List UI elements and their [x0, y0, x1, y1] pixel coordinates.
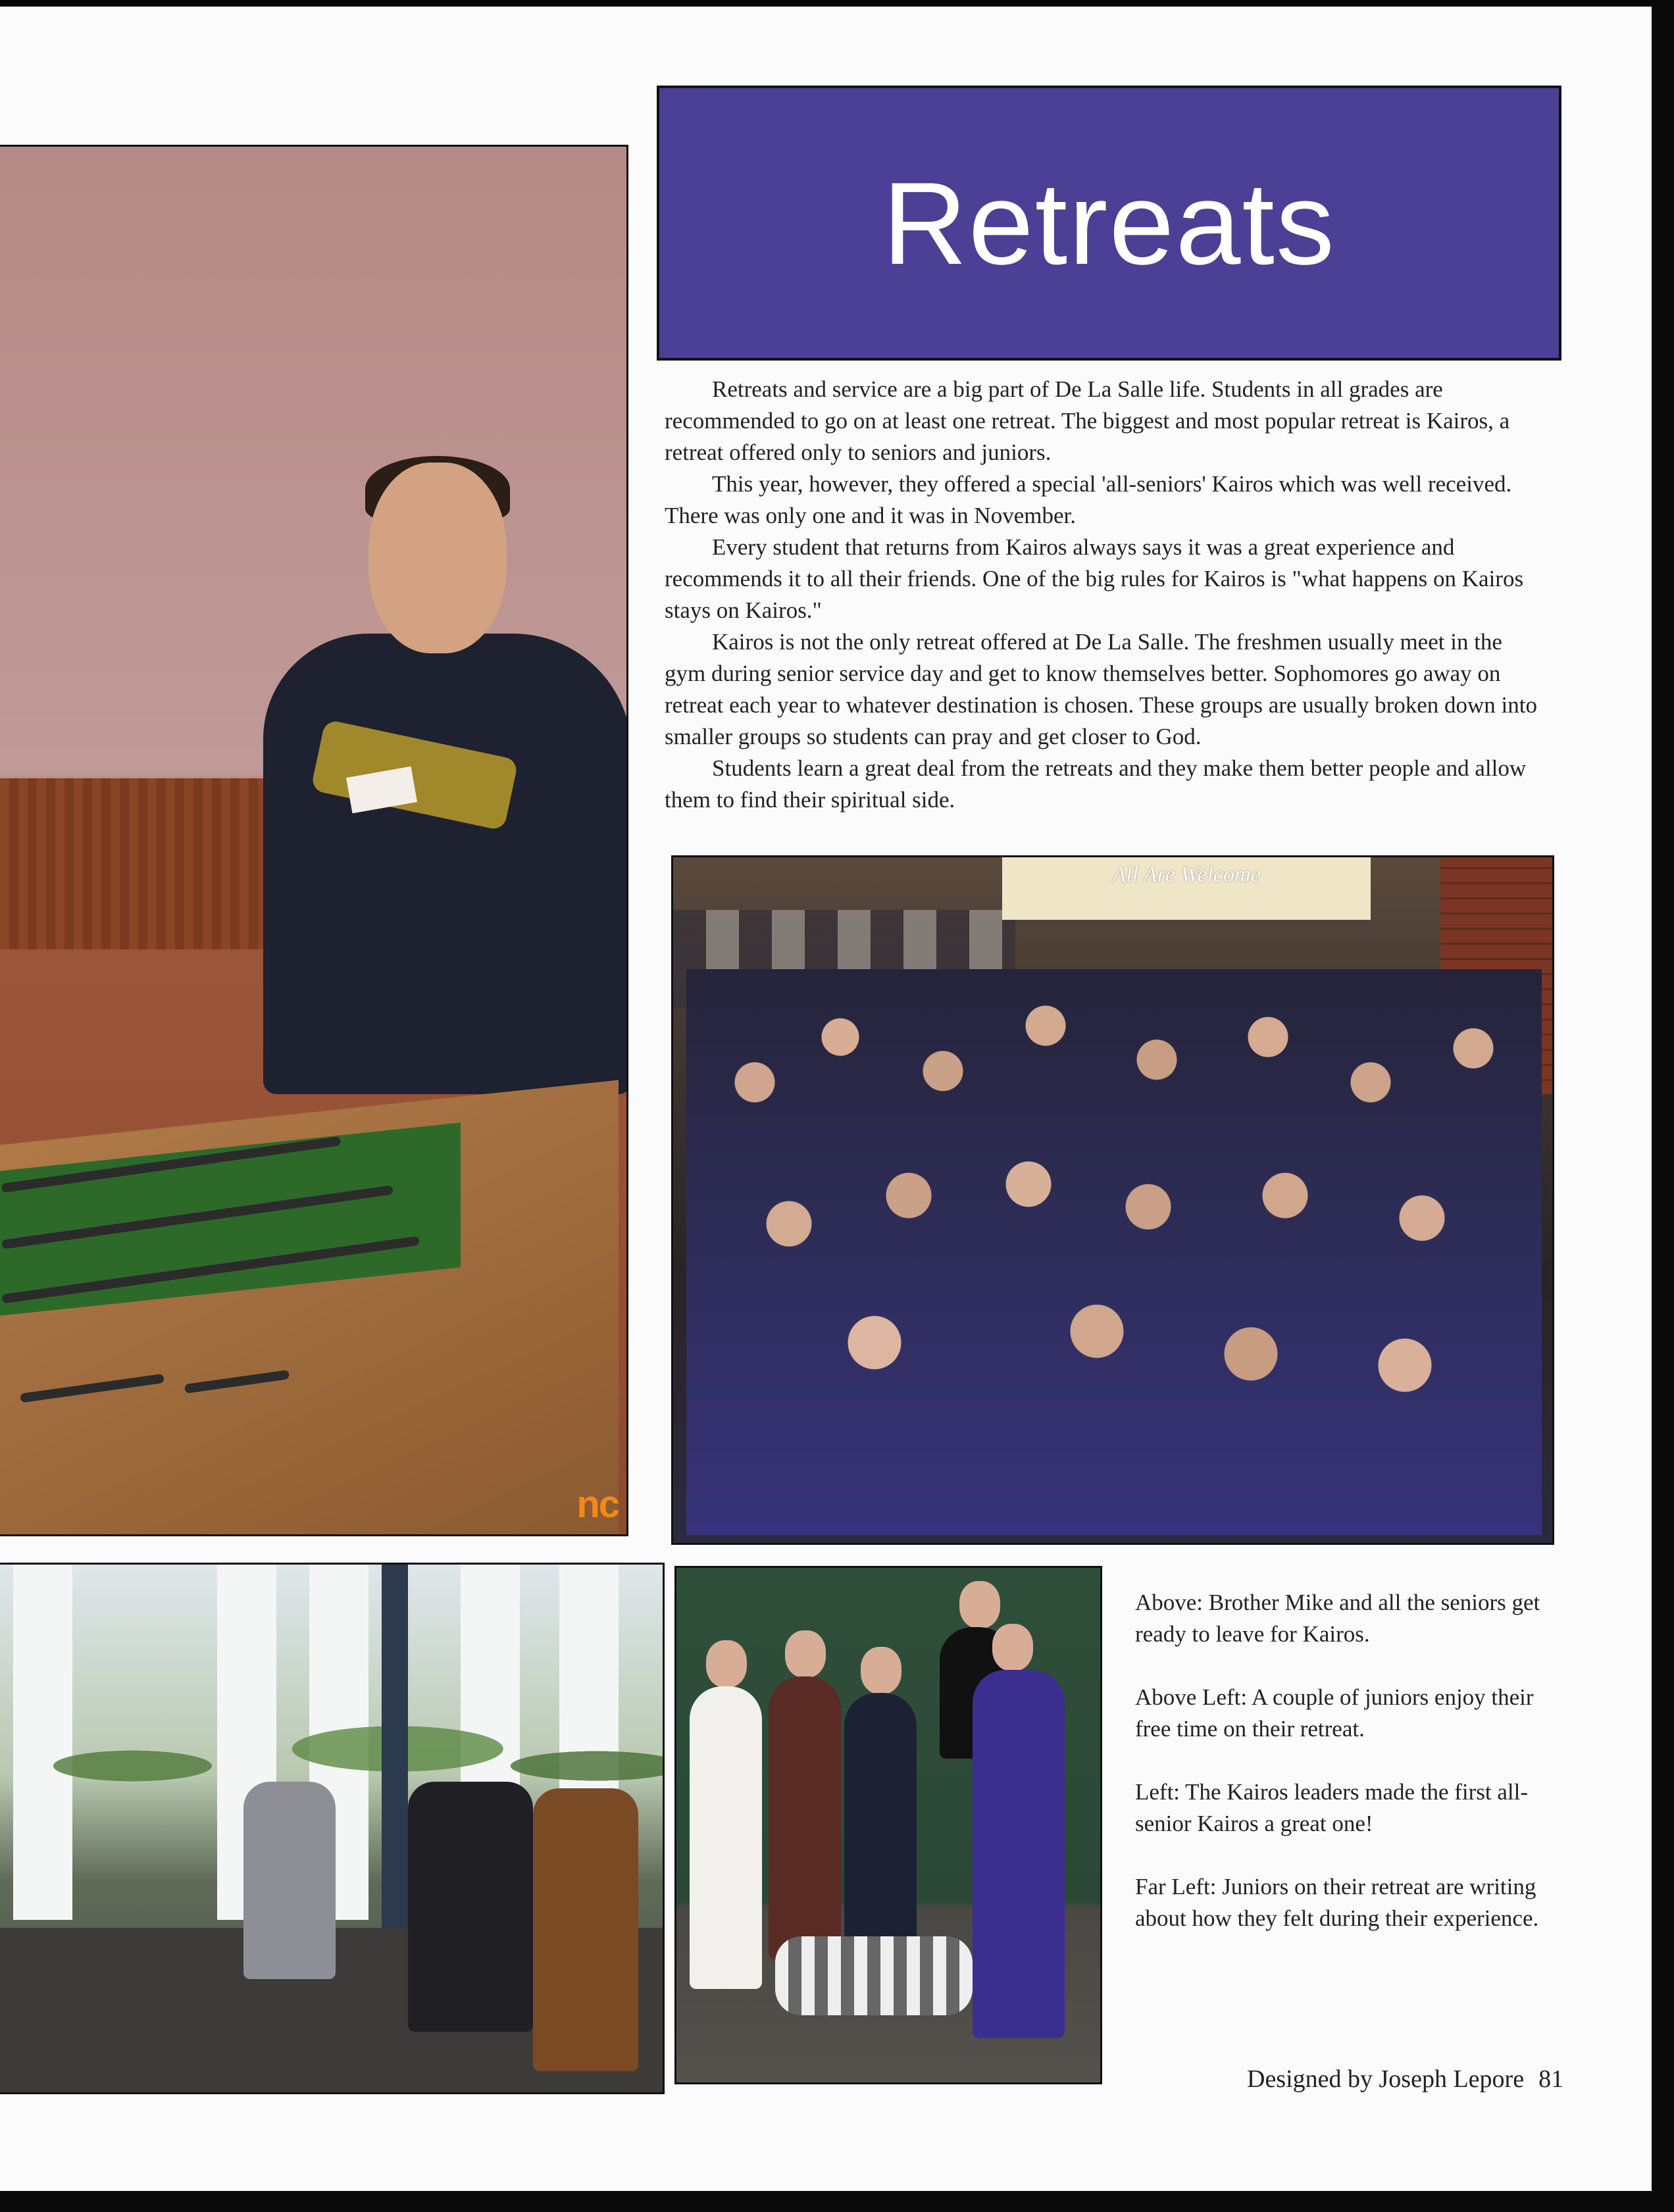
body-paragraph: Every student that returns from Kairos always says it was a great experience and recommends it to all their friends. One of the big rules for Kairos is "what happens on Kairos stays on Kairos." [665, 534, 1524, 623]
student-figure [533, 1788, 638, 2071]
body-paragraph: Kairos is not the only retreat offered at De La Salle. The freshmen usually meet in the gym during senior service day and get to know themselves better. Sophomores go away on retreat each year to whatever destination is chosen. These groups are usually broken down into smaller groups so students can pray and get closer to God. [665, 629, 1538, 749]
leader-head [959, 1581, 1000, 1628]
student-figure [243, 1782, 336, 1979]
body-paragraph: This year, however, they offered a special 'all-seniors' Kairos which was well received. There was only one and it was in November. [665, 471, 1512, 528]
photo-watermark: nc [576, 1483, 619, 1526]
welcome-sign-text: All Are Welcome [1112, 863, 1261, 887]
leader-figure [769, 1676, 841, 1959]
body-paragraph: Students learn a great deal from the retreats and they make them better people and allow them to find their spiritual side. [665, 755, 1527, 813]
photo-kairos-seniors-group [671, 855, 1554, 1545]
leader-figure [973, 1670, 1065, 2038]
leader-head [785, 1630, 826, 1678]
page-footer [1247, 2065, 1578, 2094]
body-paragraph: Retreats and service are a big part of De La Salle life. Students in all grades are recommended to go on at least one retreat. The biggest and most popular retreat is Kairos, a retreat offered only to seniors and juniors. [665, 376, 1510, 465]
welcome-sign [1002, 857, 1371, 920]
article-body [665, 374, 1540, 816]
student-head [368, 463, 507, 653]
photo-kairos-leaders [674, 1566, 1102, 2084]
leader-head [992, 1624, 1033, 1671]
leader-figure [690, 1686, 762, 1989]
page-number: 81 [1538, 2065, 1564, 2093]
yearbook-page [0, 7, 1652, 2191]
photo-juniors-writing [0, 1563, 665, 2094]
title-banner [657, 86, 1561, 361]
page-title: Retreats [882, 157, 1336, 289]
photo-captions [1135, 1587, 1556, 1966]
photo-junior-foosball [0, 145, 628, 1536]
student-figure [408, 1782, 533, 2032]
designer-credit: Designed by Joseph Lepore [1247, 2065, 1525, 2093]
caption-left: Left: The Kairos leaders made the first all-senior Kairos a great one! [1135, 1779, 1529, 1836]
leader-lying-down [775, 1936, 973, 2015]
student-crowd [686, 969, 1542, 1535]
leader-head [706, 1640, 747, 1688]
leader-head [861, 1647, 901, 1694]
caption-above: Above: Brother Mike and all the seniors get ready to leave for Kairos. [1135, 1590, 1540, 1647]
caption-far-left: Far Left: Juniors on their retreat are writing about how they felt during their experience. [1135, 1874, 1539, 1931]
caption-above-left: Above Left: A couple of juniors enjoy their free time on their retreat. [1135, 1684, 1534, 1742]
student-shirt [263, 634, 628, 1094]
